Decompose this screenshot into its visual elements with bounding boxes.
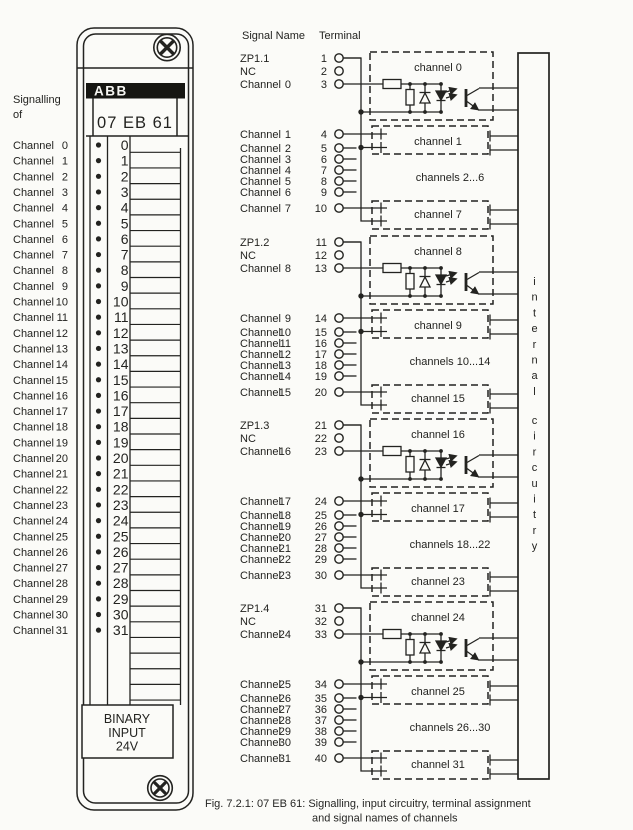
series-resistor <box>383 630 401 639</box>
terminal-signal-name: Channel 4 <box>240 165 291 177</box>
led-number: 23 <box>112 496 129 513</box>
terminal-number: 25 <box>314 510 327 522</box>
terminal-number: 22 <box>314 433 327 445</box>
terminal-number: 34 <box>314 679 327 691</box>
terminal-point <box>335 511 343 519</box>
optocoupler-transistor <box>466 638 518 660</box>
terminal-signal-name: Channel 2 <box>240 143 291 155</box>
led-number: 15 <box>112 371 129 388</box>
svg-text:t: t <box>532 509 537 522</box>
terminal-number: 19 <box>314 371 327 383</box>
terminal-point <box>335 497 343 505</box>
zener-diode <box>420 84 431 112</box>
terminal-point <box>335 251 343 259</box>
svg-text:r: r <box>532 524 537 537</box>
zener-diode <box>420 451 431 479</box>
terminal-header: Terminal <box>319 30 361 42</box>
led-number: 14 <box>112 356 129 373</box>
terminal-number: 7 <box>320 165 327 177</box>
light-arrows <box>446 639 456 648</box>
svg-text:of: of <box>13 109 23 121</box>
terminal-signal-name: Channel22 <box>240 554 291 566</box>
led-indicator <box>96 142 101 147</box>
terminal-signal-name: Channel 5 <box>240 176 291 188</box>
led-number: 8 <box>120 262 129 279</box>
terminal-number: 1 <box>320 53 327 65</box>
terminal-signal-name: NC <box>240 616 256 628</box>
terminal-point <box>335 421 343 429</box>
svg-text:24V: 24V <box>115 739 139 754</box>
svg-text:n: n <box>531 354 538 367</box>
terminal-signal-name: Channel20 <box>240 532 291 544</box>
svg-text:u: u <box>531 477 538 490</box>
terminal-number: 36 <box>314 704 327 716</box>
terminal-signal-name: Channel21 <box>240 543 291 555</box>
terminal-number: 32 <box>314 616 327 628</box>
optocoupler-led-icon <box>436 84 446 112</box>
terminal-number: 39 <box>314 737 327 749</box>
channel-label: Channel 28 <box>13 578 68 591</box>
screw-icon <box>154 34 180 60</box>
channel-label: Channel 2 <box>13 171 68 184</box>
terminal-number: 11 <box>315 237 327 249</box>
terminal-point <box>335 680 343 688</box>
led-number: 5 <box>120 215 129 232</box>
led-indicator <box>96 549 101 554</box>
terminal-signal-name: Channel19 <box>240 521 291 533</box>
channel-box-label: channel 15 <box>411 393 465 405</box>
terminal-point <box>335 705 343 713</box>
terminal-point <box>335 314 343 322</box>
module-model: 07 EB 61 <box>97 114 173 132</box>
terminal-signal-name: ZP1.2 <box>240 237 270 249</box>
optocoupler-led-icon <box>436 634 446 662</box>
terminal-point <box>335 447 343 455</box>
zener-diode <box>420 634 431 662</box>
terminal-signal-name: Channel31 <box>240 753 291 765</box>
terminal-point <box>335 328 343 336</box>
led-number: 6 <box>120 230 129 247</box>
led-indicator <box>96 377 101 382</box>
terminal-number: 30 <box>314 570 327 582</box>
terminal-signal-name: Channel 1 <box>240 129 291 141</box>
terminal-point <box>335 339 343 347</box>
terminal-signal-name: Channel 0 <box>240 79 291 91</box>
led-number: 3 <box>120 183 129 200</box>
terminal-number: 17 <box>314 349 327 361</box>
channel-label: Channel 18 <box>13 421 68 434</box>
channel-box-label: channel 0 <box>414 62 462 74</box>
terminal-signal-name: Channel26 <box>240 693 291 705</box>
terminal-signal-name: Channel14 <box>240 371 291 383</box>
series-resistor <box>383 447 401 456</box>
led-indicator <box>96 424 101 429</box>
terminal-rows <box>240 53 387 765</box>
terminal-point <box>335 727 343 735</box>
led-indicator <box>96 455 101 460</box>
channel-box-label: channel 1 <box>414 136 462 148</box>
terminal-signal-name: Channel 3 <box>240 154 291 166</box>
terminal-signal-name: Channel27 <box>240 704 291 716</box>
channel-label: Channel 31 <box>13 625 68 638</box>
terminal-point <box>335 754 343 762</box>
led-indicator <box>96 315 101 320</box>
terminal-point <box>335 155 343 163</box>
terminal-signal-name: ZP1.1 <box>240 53 270 65</box>
terminal-signal-name: Channel28 <box>240 715 291 727</box>
led-number: 29 <box>112 590 129 607</box>
series-resistor <box>383 264 401 273</box>
svg-text:e: e <box>531 323 538 336</box>
led-number: 11 <box>113 309 129 326</box>
channel-label: Channel 5 <box>13 218 68 231</box>
terminal-number: 27 <box>314 532 327 544</box>
channel-label: Channel 30 <box>13 609 68 622</box>
terminal-number: 13 <box>314 263 327 275</box>
led-indicator <box>96 534 101 539</box>
channel-label: Channel 21 <box>13 468 68 481</box>
channel-label: Channel 3 <box>13 186 68 199</box>
circuit-group <box>344 602 519 780</box>
led-indicator <box>96 487 101 492</box>
channel-label: Channel 19 <box>13 437 68 450</box>
terminal-number: 3 <box>320 79 327 91</box>
screw-icon <box>148 776 173 801</box>
terminal-point <box>335 694 343 702</box>
channel-label: Channel 13 <box>13 343 68 356</box>
terminal-point <box>335 238 343 246</box>
led-indicator <box>96 393 101 398</box>
led-indicator <box>96 283 101 288</box>
led-number: 22 <box>112 481 129 498</box>
circuit-group <box>344 52 519 230</box>
optocoupler-transistor <box>466 455 518 477</box>
channel-label: Channel 16 <box>13 390 68 403</box>
terminal-point <box>335 372 343 380</box>
terminal-signal-name: Channel24 <box>240 629 291 641</box>
parallel-resistor <box>406 274 414 290</box>
svg-text:c: c <box>531 462 538 475</box>
led-number: 27 <box>112 559 129 576</box>
terminal-number: 6 <box>320 154 327 166</box>
led-number: 2 <box>120 168 129 185</box>
figure-caption <box>205 798 531 825</box>
terminal-number: 26 <box>314 521 327 533</box>
led-number: 20 <box>112 450 129 466</box>
terminal-point <box>335 166 343 174</box>
terminal-point <box>335 130 343 138</box>
module-outline <box>77 28 193 810</box>
channel-box-label: channel 9 <box>414 320 462 332</box>
channel-circuits <box>344 52 519 780</box>
terminal-signal-name: ZP1.3 <box>240 420 270 432</box>
terminal-point <box>335 388 343 396</box>
terminal-number: 24 <box>314 496 327 508</box>
led-number: 16 <box>112 387 129 404</box>
svg-text:INPUT: INPUT <box>108 726 146 740</box>
terminal-signal-name: Channel10 <box>240 327 291 339</box>
terminal-signal-name: Channel15 <box>240 387 291 399</box>
terminal-signal-name: Channel29 <box>240 726 291 738</box>
circuit-group <box>344 236 519 414</box>
svg-text:c: c <box>531 415 538 427</box>
terminal-point <box>335 67 343 75</box>
terminal-signal-name: Channel11 <box>240 338 291 350</box>
svg-text:a: a <box>531 370 538 383</box>
terminal-number: 37 <box>314 715 327 727</box>
terminal-number: 35 <box>314 693 327 705</box>
parallel-resistor <box>406 457 414 473</box>
led-number: 28 <box>112 575 129 592</box>
terminal-point <box>335 54 343 62</box>
channel-label: Channel 6 <box>13 233 68 246</box>
led-indicator <box>96 408 101 413</box>
led-number: 9 <box>120 277 129 294</box>
led-indicator <box>96 299 101 304</box>
terminal-number: 8 <box>320 176 327 188</box>
terminal-point <box>335 177 343 185</box>
led-indicator <box>96 628 101 633</box>
terminal-point <box>335 264 343 272</box>
channel-range-label: channels 2...6 <box>415 172 485 184</box>
led-number: 7 <box>120 246 129 263</box>
terminal-signal-name: Channel18 <box>240 510 291 522</box>
led-indicator <box>96 565 101 570</box>
light-arrows <box>446 273 456 282</box>
led-indicator <box>96 471 101 476</box>
channel-label: Channel 9 <box>13 280 68 293</box>
led-number: 31 <box>112 622 129 639</box>
svg-text:y: y <box>531 540 538 553</box>
svg-text:BINARY: BINARY <box>103 712 151 726</box>
terminal-number: 20 <box>314 387 327 399</box>
terminal-point <box>335 604 343 612</box>
optocoupler-transistor <box>466 88 518 110</box>
terminal-number: 18 <box>314 360 327 372</box>
terminal-number: 14 <box>314 313 327 325</box>
terminal-point <box>335 630 343 638</box>
channel-label: Channel 10 <box>13 296 68 309</box>
channel-box-label: channel 25 <box>411 686 465 698</box>
circuit-group <box>344 419 519 597</box>
led-number: 24 <box>112 512 129 529</box>
channel-range-label: channels 26...30 <box>409 722 491 734</box>
terminal-signal-name: Channel23 <box>240 570 291 582</box>
terminal-signal-name: ZP1.4 <box>240 603 270 615</box>
channel-box-label: channel 17 <box>411 503 465 515</box>
led-number: 10 <box>112 293 129 310</box>
terminal-point <box>335 434 343 442</box>
channel-label: Channel 23 <box>13 499 68 512</box>
svg-text:l: l <box>533 385 536 398</box>
svg-text:Signalling: Signalling <box>13 94 61 106</box>
led-indicator <box>96 330 101 335</box>
channel-label: Channel 20 <box>13 453 68 465</box>
svg-text:r: r <box>532 338 537 351</box>
parallel-resistor <box>406 90 414 106</box>
terminal-number: 28 <box>314 543 327 555</box>
led-number: 21 <box>112 465 129 482</box>
terminal-point <box>335 80 343 88</box>
terminal-point <box>335 204 343 212</box>
channel-label: Channel 24 <box>13 515 68 528</box>
channel-label: Channel 14 <box>13 359 68 372</box>
terminal-number: 16 <box>314 338 327 350</box>
terminal-number: 40 <box>314 753 327 765</box>
terminal-number: 10 <box>314 203 327 215</box>
terminal-point <box>335 617 343 625</box>
led-number: 4 <box>120 199 129 216</box>
terminal-signal-name: Channel17 <box>240 496 291 508</box>
figure-caption-line2: and signal names of channels <box>312 812 458 825</box>
channel-range-label: channels 10...14 <box>409 356 491 368</box>
module-faceplate <box>77 28 193 810</box>
led-indicator <box>96 596 101 601</box>
terminal-point <box>335 522 343 530</box>
channel-label: Channel 11 <box>13 312 68 325</box>
signalling-title <box>13 94 61 121</box>
channel-label: Channel 0 <box>13 140 68 152</box>
channel-box-label: channel 31 <box>411 759 465 771</box>
terminal-point <box>335 555 343 563</box>
channel-label: Channel 17 <box>13 406 68 419</box>
led-number: 25 <box>112 528 129 545</box>
terminal-point <box>335 738 343 746</box>
led-number: 1 <box>120 152 129 169</box>
terminal-signal-name: NC <box>240 250 256 262</box>
led-indicator <box>96 268 101 273</box>
led-indicator <box>96 346 101 351</box>
terminal-number: 4 <box>320 129 327 141</box>
led-indicator <box>96 158 101 163</box>
terminal-point <box>335 571 343 579</box>
channel-box-label: channel 24 <box>411 612 465 624</box>
terminal-signal-name: Channel 7 <box>240 203 291 215</box>
terminal-point <box>335 144 343 152</box>
channel-label: Channel 29 <box>13 593 68 606</box>
terminal-point <box>335 188 343 196</box>
optocoupler-transistor <box>466 272 518 294</box>
led-indicator <box>96 362 101 367</box>
channel-box-label: channel 23 <box>411 576 465 588</box>
channel-label: Channel 22 <box>13 484 68 497</box>
terminal-signal-name: NC <box>240 433 256 445</box>
light-arrows <box>446 456 456 465</box>
led-number: 0 <box>120 137 129 153</box>
channel-label: Channel 7 <box>13 249 68 262</box>
terminal-signal-name: Channel16 <box>240 446 291 458</box>
terminal-signal-name: Channel 9 <box>240 313 291 325</box>
channel-box-label: channel 16 <box>411 429 465 441</box>
terminal-number: 15 <box>314 327 327 339</box>
terminal-signal-name: Channel 8 <box>240 263 291 275</box>
terminal-number: 23 <box>314 446 327 458</box>
led-number: 30 <box>112 606 129 623</box>
led-indicator <box>96 440 101 445</box>
terminal-signal-name: Channel13 <box>240 360 291 372</box>
svg-text:i: i <box>533 493 536 506</box>
terminal-signal-name: Channel30 <box>240 737 291 749</box>
channel-label: Channel 27 <box>13 562 68 575</box>
parallel-resistor <box>406 640 414 656</box>
svg-text:i: i <box>533 430 536 443</box>
terminal-number: 38 <box>314 726 327 738</box>
svg-text:n: n <box>531 291 538 304</box>
terminal-signal-name: Channel12 <box>240 349 291 361</box>
terminal-number: 2 <box>320 66 327 78</box>
figure-caption-line1: Fig. 7.2.1: 07 EB 61: Signalling, input circuitry, terminal assignment <box>205 798 531 810</box>
terminal-signal-name: NC <box>240 66 256 78</box>
led-indicator <box>96 236 101 241</box>
channel-label: Channel 1 <box>13 155 68 168</box>
optocoupler-led-icon <box>436 268 446 296</box>
terminal-point <box>335 716 343 724</box>
terminal-number: 33 <box>314 629 327 641</box>
channel-box-label: channel 8 <box>414 246 462 258</box>
terminal-signal-name: Channel 6 <box>240 187 291 199</box>
led-indicator <box>96 174 101 179</box>
channel-label: Channel 15 <box>13 374 68 387</box>
terminal-point <box>335 544 343 552</box>
terminal-point <box>335 350 343 358</box>
terminal-number: 21 <box>314 420 327 432</box>
channel-label: Channel 26 <box>13 546 68 559</box>
led-indicator <box>96 518 101 523</box>
terminal-number: 9 <box>320 187 327 199</box>
terminal-number: 5 <box>320 143 327 155</box>
led-indicator <box>96 502 101 507</box>
channel-label: Channel 25 <box>13 531 68 544</box>
channel-label: Channel 12 <box>13 327 68 340</box>
terminal-number: 12 <box>314 250 327 262</box>
svg-text:r: r <box>532 446 537 459</box>
signal-name-header: Signal Name <box>242 30 305 42</box>
terminal-number: 31 <box>314 603 327 615</box>
led-number: 12 <box>112 324 129 341</box>
led-indicator <box>96 252 101 257</box>
led-indicator <box>96 205 101 210</box>
led-indicator <box>96 221 101 226</box>
terminal-signal-name: Channel25 <box>240 679 291 691</box>
led-indicator <box>96 189 101 194</box>
led-indicator <box>96 581 101 586</box>
svg-text:i: i <box>533 276 536 288</box>
terminal-number: 29 <box>314 554 327 566</box>
led-number: 17 <box>112 403 129 420</box>
channel-range-label: channels 18...22 <box>409 539 491 551</box>
channel-label: Channel 4 <box>13 202 68 215</box>
optocoupler-led-icon <box>436 451 446 479</box>
series-resistor <box>383 80 401 89</box>
abb-logo: ABB <box>94 83 128 99</box>
light-arrows <box>446 89 456 98</box>
svg-text:t: t <box>532 307 537 320</box>
led-number: 26 <box>112 543 129 560</box>
channel-label: Channel 8 <box>13 265 68 278</box>
table-headers <box>242 30 361 42</box>
led-number: 19 <box>112 434 129 451</box>
channel-box-label: channel 7 <box>414 209 462 221</box>
zener-diode <box>420 268 431 296</box>
terminal-point <box>335 361 343 369</box>
led-indicator <box>96 612 101 617</box>
signalling-labels <box>13 140 68 637</box>
led-number: 18 <box>112 418 129 435</box>
terminal-point <box>335 533 343 541</box>
led-number: 13 <box>112 340 129 357</box>
